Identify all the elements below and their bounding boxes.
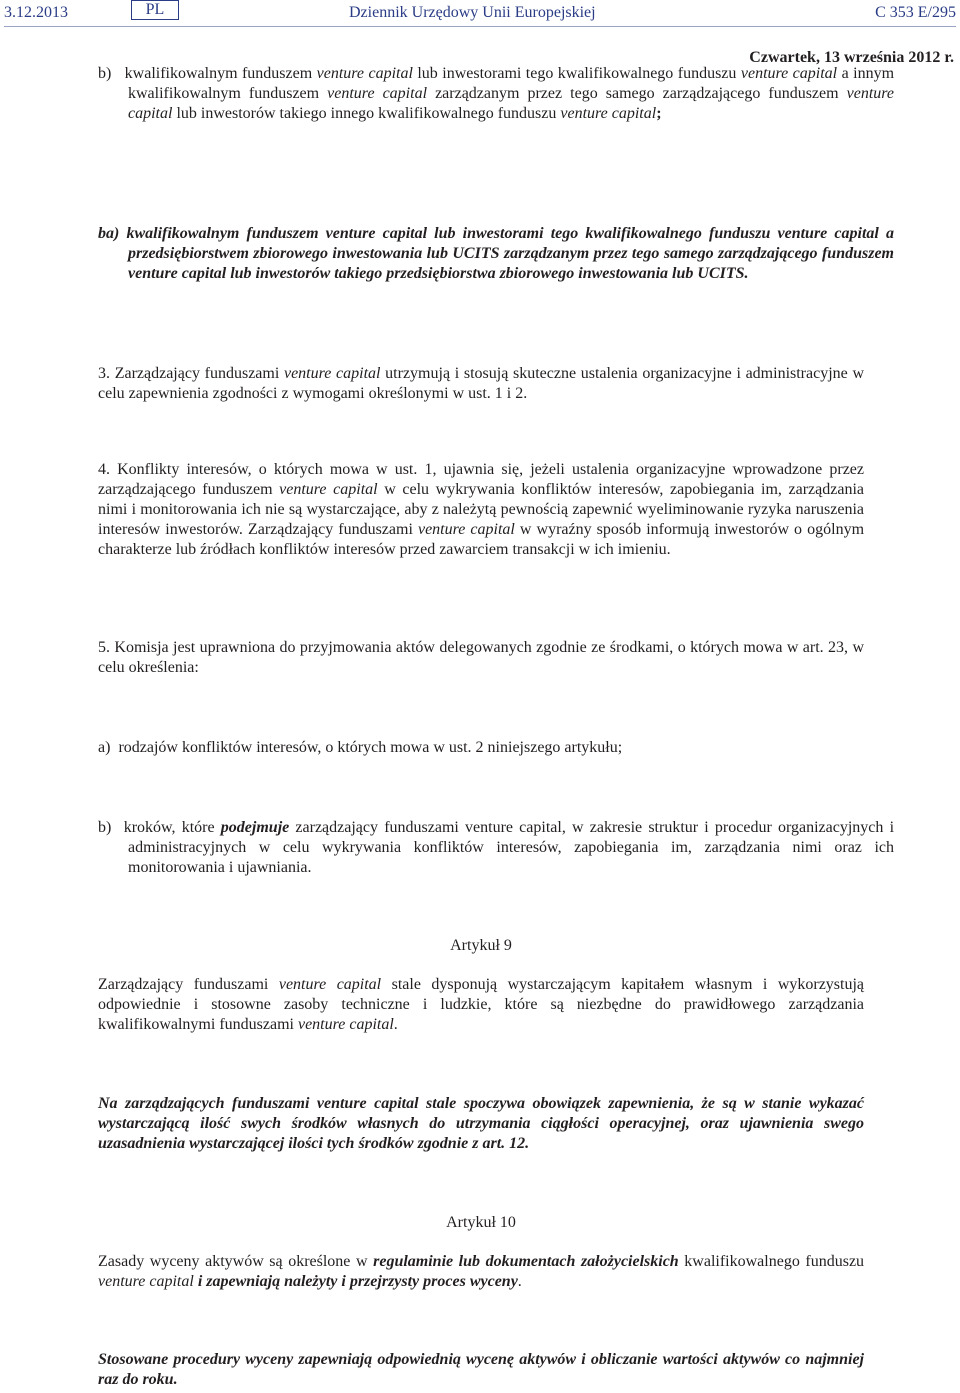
- point-ba-amendment: ba) kwalifikowalnym funduszem venture capital lub inwestorami tego kwalifikowalnego funduszu venture capital a przedsiębiorstwem zbiorowego inwestowania lub UCITS zarządzanym przez tego samego zarządzającego funduszem venture capital lub inwestorów takiego przedsiębiorstwa zbiorowego inwestowania lub UCITS.: [98, 225, 894, 282]
- article-9-text: stale dysponują wystarczającym kapitałem własnym i wykorzystują odpowiednie i stosowne zasoby techniczne i ludzkie, które są niezbędne do prawidłowego zarządzania kwalifikowalnymi funduszami: [98, 976, 865, 1033]
- paragraph-4-text: w wyraźny sposób informują inwestorów o ogólnym charakterze lub źródłach konfliktów interesów przed zawarciem transakcji w ich imieniu.: [98, 521, 865, 558]
- venture-capital-term: venture capital: [560, 105, 657, 122]
- point-b-text: zarządzanym przez tego samego zarządzającego funduszem: [435, 85, 839, 102]
- article-9-text: Zarządzający funduszami: [98, 976, 269, 993]
- article-9-heading: Artykuł 9: [450, 937, 512, 954]
- header-rule: [4, 26, 956, 27]
- article-10-heading: Artykuł 10: [446, 1214, 516, 1231]
- header-language-box: PL: [131, 0, 179, 20]
- article-10-end: .: [517, 1273, 522, 1290]
- point-b-text: kwalifikowalnym funduszem: [124, 65, 313, 82]
- point-b-steps-text: zarządzający funduszami venture capital, w zakresie struktur i procedur organizacyjnych i administracyjnych w celu wykrywania konfliktów interesów, zapobiegania im, zarządzania nimi oraz ich monitorowania i ujawniania.: [128, 819, 895, 876]
- header-date: 3.12.2013: [4, 4, 68, 21]
- point-b-text: a innym kwalifikowalnym funduszem: [128, 65, 895, 102]
- venture-capital-term: venture capital: [740, 65, 838, 82]
- paragraph-3-text: 3. Zarządzający funduszami: [98, 365, 280, 382]
- header-page-reference: C 353 E/295: [875, 4, 956, 21]
- venture-capital-term: venture capital: [283, 365, 381, 382]
- point-b-text: lub inwestorami tego kwalifikowalnego funduszu: [417, 65, 737, 82]
- header-journal-title: Dziennik Urzędowy Unii Europejskiej: [349, 4, 596, 21]
- amended-phrase: i zapewniają należyty i przejrzysty proces wyceny: [197, 1273, 518, 1290]
- amended-word: podejmuje: [220, 819, 290, 836]
- venture-capital-term: venture capital: [316, 65, 413, 82]
- sitting-date: Czwartek, 13 września 2012 r.: [749, 49, 954, 66]
- article-9-body: [98, 975, 864, 1035]
- point-b-steps-text: kroków, które: [123, 819, 215, 836]
- point-a-label: a): [98, 739, 111, 756]
- paragraph-4-text: w celu wykrywania konfliktów interesów, zapobiegania im, zarządzania nimi i monitorowania ich nie są wystarczające, aby z należytą pewnością zapewnić wyeliminowanie ryzyka naruszenia interesów inwestorów. Zarządzający funduszami: [98, 481, 865, 538]
- venture-capital-term: venture capital: [128, 85, 895, 122]
- point-b-steps: [98, 818, 894, 878]
- venture-capital-term: venture capital: [278, 976, 382, 993]
- point-a: [98, 738, 894, 758]
- point-b-end: ;: [656, 105, 662, 122]
- article-10-body: [98, 1252, 864, 1292]
- paragraph-4: [98, 460, 864, 560]
- point-b-steps-label: b): [98, 819, 112, 836]
- paragraph-5: 5. Komisja jest uprawniona do przyjmowania aktów delegowanych zgodnie ze środkami, o których mowa w art. 23, w celu określenia:: [98, 639, 864, 676]
- article-9-amendment: Na zarządzających funduszami venture capital stale spoczywa obowiązek zapewnienia, że są w stanie wykazać wystarczającą ilość swych środków własnych do utrzymania ciągłości operacyjnej, oraz ujawnienia swego uzasadnienia wystarczającej ilości tych środków zgodnie z art. 12.: [98, 1095, 864, 1152]
- article-10-text: kwalifikowalnego funduszu: [684, 1253, 865, 1270]
- paragraph-3: [98, 364, 864, 404]
- venture-capital-term: venture capital: [297, 1016, 394, 1033]
- article-10-text: Zasady wyceny aktywów są określone w: [98, 1253, 368, 1270]
- paragraph-4-text: 4. Konflikty interesów, o których mowa w ust. 1, ujawnia się, jeżeli ustalenia organizacyjne wprowadzone przez zarządzającego funduszem: [98, 461, 864, 498]
- article-10-amendment: Stosowane procedury wyceny zapewniają odpowiednią wycenę aktywów i obliczanie wartości aktywów co najmniej raz do roku.: [98, 1351, 864, 1388]
- venture-capital-term: venture capital: [98, 1273, 194, 1290]
- amended-phrase: regulaminie lub dokumentach założycielskich: [373, 1253, 679, 1270]
- article-9-end: .: [393, 1016, 398, 1033]
- venture-capital-term: venture capital: [417, 521, 515, 538]
- point-b: [98, 64, 894, 124]
- venture-capital-term: venture capital: [279, 481, 378, 498]
- point-b-label: b): [98, 65, 112, 82]
- venture-capital-term: venture capital: [327, 85, 428, 102]
- paragraph-3-text: utrzymują i stosują skuteczne ustalenia organizacyjne i administracyjne w celu zapewnienia zgodności z wymogami określonymi w ust. 1 i 2.: [98, 365, 864, 402]
- point-a-text: rodzajów konfliktów interesów, o których mowa w ust. 2 niniejszego artykułu;: [118, 739, 623, 756]
- point-b-text: lub inwestorów takiego innego kwalifikowalnego funduszu: [176, 105, 557, 122]
